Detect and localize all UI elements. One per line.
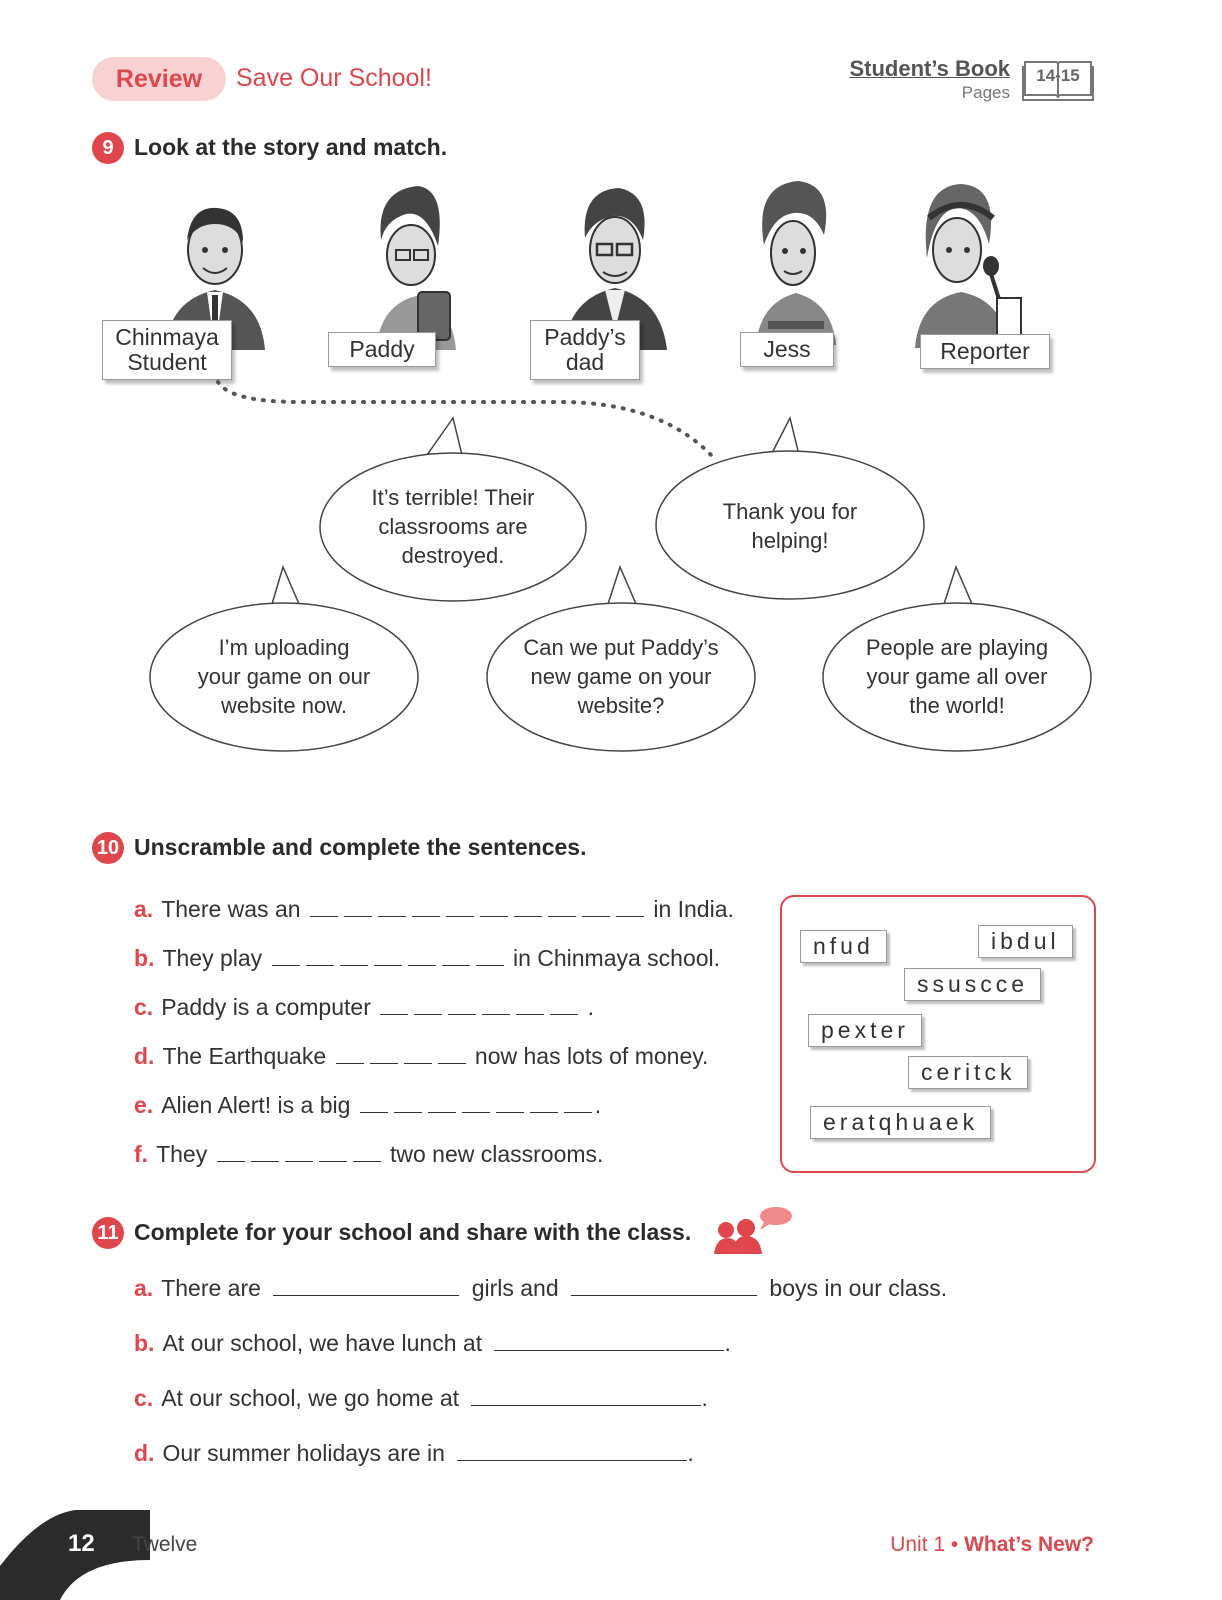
ex10-item-b <box>134 945 720 972</box>
name-card-label: Jess <box>763 336 811 362</box>
answer-blank[interactable] <box>269 945 507 971</box>
bubble-line: classrooms are <box>378 514 528 539</box>
bubble-line: the world! <box>909 693 1005 718</box>
bubble-line: People are playing <box>865 635 1049 660</box>
item-letter: c. <box>134 994 154 1020</box>
bubble-2-tail <box>771 418 799 455</box>
item-text-after: now has lots of money. <box>474 1043 709 1069</box>
item-letter: c. <box>134 1385 154 1411</box>
item-letter: b. <box>134 945 155 971</box>
word-tile[interactable]: pexter <box>808 1014 922 1047</box>
ex10-item-d <box>134 1043 708 1070</box>
item-letter: d. <box>134 1043 155 1069</box>
ex11-item-a <box>134 1275 947 1302</box>
answer-blank[interactable] <box>357 1092 595 1118</box>
bubble-line: website now. <box>221 693 347 718</box>
ex11-item-d <box>134 1440 694 1467</box>
unit-name: What’s New? <box>964 1533 1094 1556</box>
exercise-11-instruction: Complete for your school and share with the class. <box>134 1219 692 1245</box>
item-text: . <box>701 1385 708 1411</box>
name-card-label: Student <box>127 349 207 375</box>
pages-number: 14-15 <box>1036 66 1080 85</box>
item-text-before: They <box>156 1141 208 1167</box>
bubble-5-tail <box>944 567 972 604</box>
page-number-word: Twelve <box>132 1533 198 1556</box>
bubble-2-text <box>670 497 910 555</box>
bubble-line: It’s terrible! Their <box>371 485 535 510</box>
item-letter: f. <box>134 1141 149 1167</box>
item-text-after: . <box>594 1092 602 1118</box>
item-letter: d. <box>134 1440 155 1466</box>
exercise-number-badge: 11 <box>92 1217 124 1249</box>
name-card-label: Reporter <box>940 338 1030 364</box>
bubble-1-tail <box>427 418 462 455</box>
bubble-line: website? <box>577 693 665 718</box>
item-text: There are <box>161 1275 261 1301</box>
word-tile[interactable]: eratqhuaek <box>810 1106 991 1139</box>
answer-line[interactable] <box>494 1350 724 1351</box>
ex10-item-e <box>134 1092 601 1119</box>
bubble-line: I’m uploading <box>218 635 350 660</box>
word-tile[interactable]: nfud <box>800 930 887 963</box>
footer-unit-label <box>890 1533 1094 1557</box>
ex11-item-c <box>134 1385 708 1412</box>
item-text: . <box>687 1440 694 1466</box>
ex10-item-a <box>134 896 734 923</box>
bubble-line: Thank you for <box>722 499 858 524</box>
bubble-5-text <box>837 633 1077 720</box>
item-letter: a. <box>134 896 154 922</box>
bubble-3-tail <box>272 567 299 604</box>
unit-number: Unit 1 • <box>890 1533 959 1556</box>
ex11-item-b <box>134 1330 731 1357</box>
bubble-line: helping! <box>751 528 829 553</box>
item-text-before: There was an <box>161 896 301 922</box>
word-tile[interactable]: ssuscce <box>904 968 1041 1001</box>
answer-blank[interactable] <box>307 896 647 922</box>
ex10-item-c <box>134 994 594 1021</box>
answer-line[interactable] <box>471 1405 701 1406</box>
word-tile[interactable]: ceritck <box>908 1056 1028 1089</box>
example-dotted-line <box>218 382 712 456</box>
item-text-before: Paddy is a computer <box>161 994 371 1020</box>
item-text: Our summer holidays are in <box>162 1440 445 1466</box>
item-letter: a. <box>134 1275 154 1301</box>
answer-line[interactable] <box>457 1460 687 1461</box>
name-card-label: dad <box>565 349 605 375</box>
item-text: girls and <box>471 1275 559 1301</box>
name-card-label: Paddy’s <box>544 324 626 350</box>
item-text-after: in Chinmaya school. <box>512 945 721 971</box>
bubble-line: Can we put Paddy’s <box>523 635 719 660</box>
exercise-9-instruction: Look at the story and match. <box>134 134 448 160</box>
exercise-number-badge: 10 <box>92 832 124 864</box>
bubble-line: destroyed. <box>401 543 505 568</box>
exercise-10-instruction: Unscramble and complete the sentences. <box>134 834 587 860</box>
item-text-after: in India. <box>653 896 734 922</box>
item-text-before: They play <box>162 945 263 971</box>
bubble-4-tail <box>608 567 636 604</box>
answer-blank[interactable] <box>333 1043 469 1069</box>
answer-line[interactable] <box>571 1295 757 1296</box>
bubble-4-text <box>501 633 741 720</box>
item-text: . <box>724 1330 731 1356</box>
name-card-label: Paddy <box>349 336 415 362</box>
item-text-after: . <box>587 994 595 1020</box>
name-card-label: Chinmaya <box>115 324 219 350</box>
answer-blank[interactable] <box>377 994 581 1020</box>
review-badge: Review <box>92 57 226 101</box>
answer-line[interactable] <box>273 1295 459 1296</box>
bubble-line: your game all over <box>866 664 1048 689</box>
unit-title: Save Our School! <box>236 64 432 92</box>
ex10-item-f <box>134 1141 603 1168</box>
item-text: At our school, we have lunch at <box>162 1330 483 1356</box>
item-text-before: Alien Alert! is a big <box>161 1092 351 1118</box>
bubble-line: new game on your <box>530 664 712 689</box>
item-text: At our school, we go home at <box>161 1385 460 1411</box>
bubble-line: your game on our <box>197 664 371 689</box>
answer-blank[interactable] <box>214 1141 384 1167</box>
item-letter: b. <box>134 1330 155 1356</box>
students-book-label: Student’s Book <box>849 56 1010 81</box>
item-text: boys in our class. <box>769 1275 948 1301</box>
item-letter: e. <box>134 1092 154 1118</box>
exercise-number-badge: 9 <box>92 132 124 164</box>
speaking-pair-icon <box>712 1204 794 1256</box>
pages-label: Pages <box>961 83 1010 102</box>
item-text-after: two new classrooms. <box>389 1141 604 1167</box>
word-tile[interactable]: ibdul <box>978 925 1073 958</box>
bubble-3-text <box>164 633 404 720</box>
item-text-before: The Earthquake <box>162 1043 327 1069</box>
page-number: 12 <box>68 1530 95 1557</box>
bubble-1-text <box>333 483 573 570</box>
